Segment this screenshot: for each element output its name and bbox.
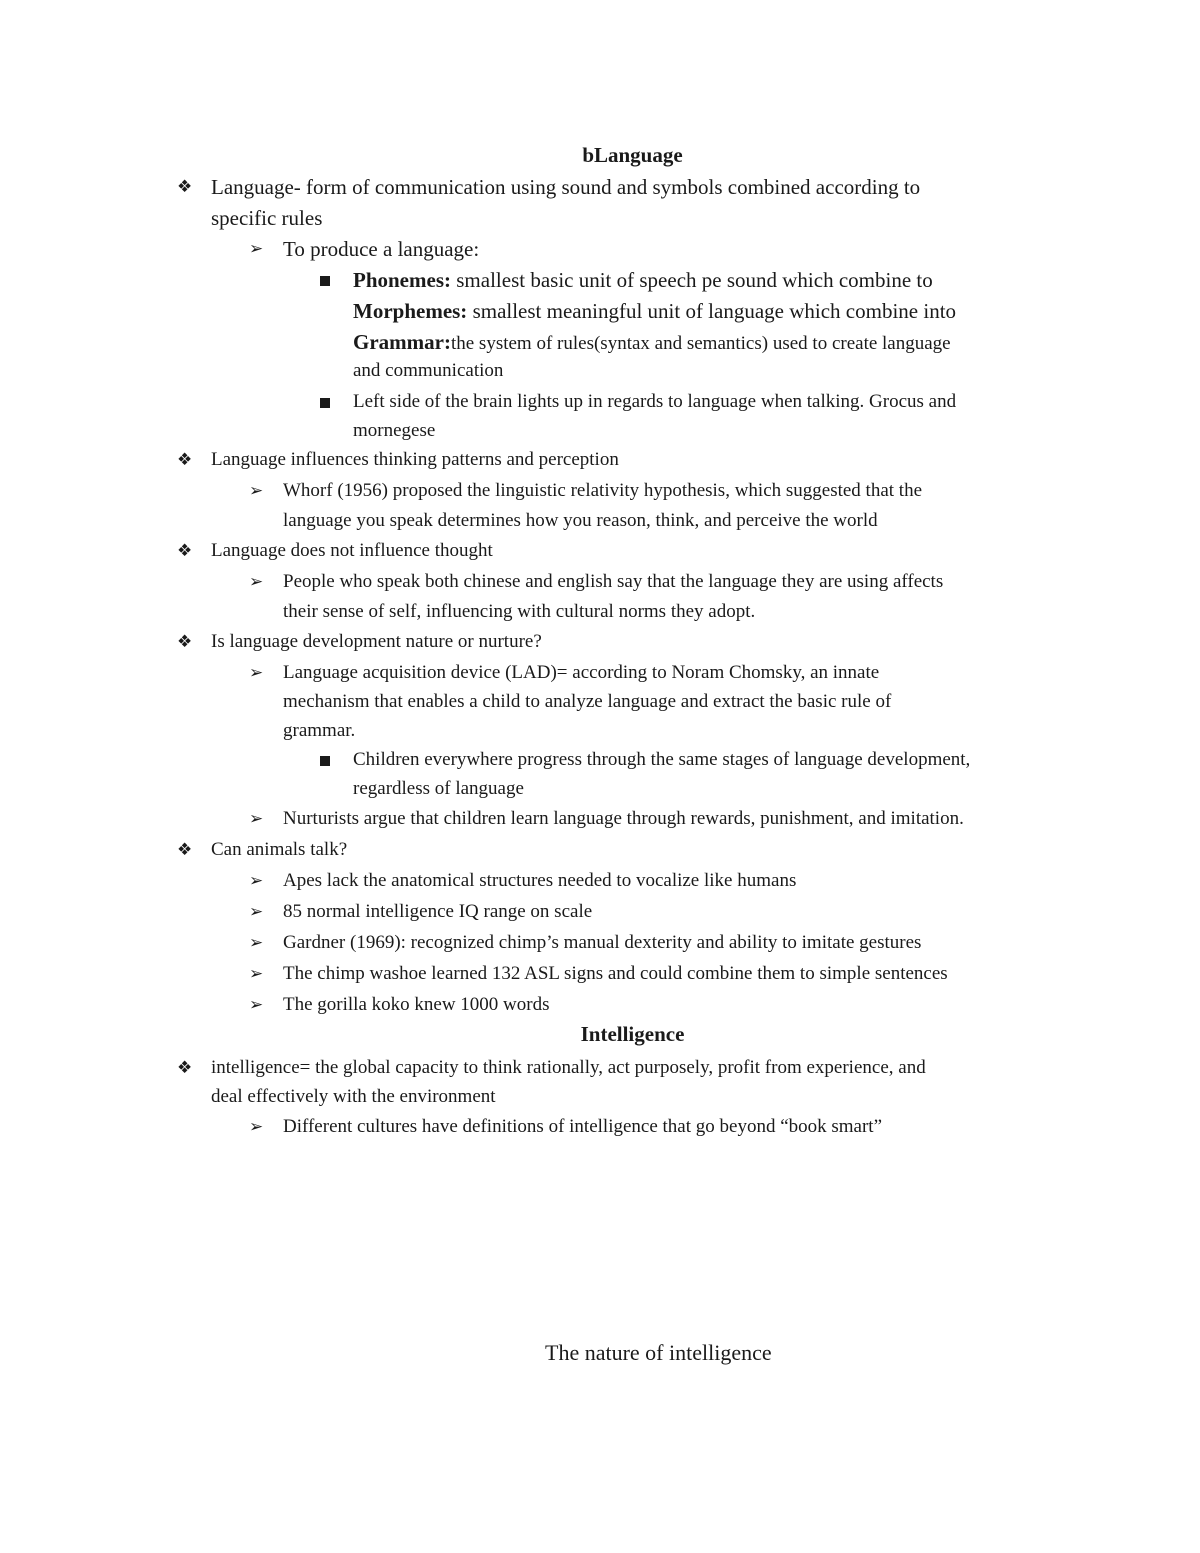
brain-item-line2: mornegese xyxy=(353,420,436,441)
phonemes-item xyxy=(353,265,933,295)
phonemes-term: Phonemes: xyxy=(353,268,451,292)
arrow-bullet-icon: ➢ xyxy=(249,871,264,890)
square-bullet-icon xyxy=(320,276,330,286)
grammar-text: the system of rules(syntax and semantics) used to create language xyxy=(450,333,951,354)
language-definition-line1: Language- form of communication using sound and symbols combined according to xyxy=(211,175,921,199)
koko-item: The gorilla koko knew 1000 words xyxy=(283,994,550,1015)
square-bullet-icon xyxy=(320,756,330,766)
washoe-item: The chimp washoe learned 132 ASL signs and could combine them to simple sentences xyxy=(283,963,948,984)
grammar-term: Grammar: xyxy=(353,330,451,354)
whorf-item-line2: language you speak determines how you reason, think, and perceive the world xyxy=(283,510,878,531)
arrow-bullet-icon: ➢ xyxy=(249,809,264,828)
grammar-continuation: and communication xyxy=(353,360,504,381)
people-item-line2: their sense of self, influencing with cultural norms they adopt. xyxy=(283,601,756,622)
diamond-bullet-icon: ❖ xyxy=(177,1058,193,1077)
produce-language-item: To produce a language: xyxy=(283,237,480,261)
diamond-bullet-icon: ❖ xyxy=(177,632,193,651)
grammar-item xyxy=(353,327,951,359)
arrow-bullet-icon: ➢ xyxy=(249,663,264,682)
language-influences-item: Language influences thinking patterns and perception xyxy=(211,449,619,470)
nature-of-intelligence-text: The nature of intelligence xyxy=(545,1340,772,1365)
arrow-bullet-icon: ➢ xyxy=(249,572,264,591)
intelligence-definition-line1: intelligence= the global capacity to think rationally, act purposely, profit from experience, and xyxy=(211,1057,926,1078)
lad-item-line1: Language acquisition device (LAD)= according to Noram Chomsky, an innate xyxy=(283,662,880,683)
gardner-item: Gardner (1969): recognized chimp’s manual dexterity and ability to imitate gestures xyxy=(283,932,922,953)
morphemes-text: smallest meaningful unit of language which combine into xyxy=(467,299,957,323)
whorf-item-line1: Whorf (1956) proposed the linguistic relativity hypothesis, which suggested that the xyxy=(283,480,923,501)
arrow-bullet-icon: ➢ xyxy=(249,481,264,500)
nurturists-item: Nurturists argue that children learn language through rewards, punishment, and imitation. xyxy=(283,808,964,829)
apes-item: Apes lack the anatomical structures needed to vocalize like humans xyxy=(283,870,797,891)
lad-item-line2: mechanism that enables a child to analyze language and extract the basic rule of xyxy=(283,691,892,712)
diamond-bullet-icon: ❖ xyxy=(177,541,193,560)
children-item-line1: Children everywhere progress through the same stages of language development, xyxy=(353,749,971,770)
arrow-bullet-icon: ➢ xyxy=(249,239,264,258)
diamond-bullet-icon: ❖ xyxy=(177,450,193,469)
arrow-bullet-icon: ➢ xyxy=(249,995,264,1014)
iq-item: 85 normal intelligence IQ range on scale xyxy=(283,901,593,922)
brain-item-line1: Left side of the brain lights up in regards to language when talking. Grocus and xyxy=(353,391,957,412)
arrow-bullet-icon: ➢ xyxy=(249,902,264,921)
morphemes-item xyxy=(353,296,956,326)
nature-nurture-item: Is language development nature or nurture? xyxy=(211,631,542,652)
people-item-line1: People who speak both chinese and english say that the language they are using affects xyxy=(283,571,944,592)
language-heading: bLanguage xyxy=(582,143,683,167)
morphemes-term: Morphemes: xyxy=(353,299,468,323)
phonemes-text: smallest basic unit of speech pe sound which combine to xyxy=(451,268,933,292)
cultures-item: Different cultures have definitions of intelligence that go beyond “book smart” xyxy=(283,1116,883,1137)
language-definition-line2: specific rules xyxy=(211,206,323,230)
arrow-bullet-icon: ➢ xyxy=(249,964,264,983)
arrow-bullet-icon: ➢ xyxy=(249,1117,264,1136)
arrow-bullet-icon: ➢ xyxy=(249,933,264,952)
lad-item-line3: grammar. xyxy=(283,720,356,741)
intelligence-definition-line2: deal effectively with the environment xyxy=(211,1086,496,1107)
diamond-bullet-icon: ❖ xyxy=(177,177,193,196)
diamond-bullet-icon: ❖ xyxy=(177,840,193,859)
intelligence-heading: Intelligence xyxy=(580,1022,685,1046)
animals-talk-item: Can animals talk? xyxy=(211,839,348,860)
language-not-influence-item: Language does not influence thought xyxy=(211,540,493,561)
square-bullet-icon xyxy=(320,398,330,408)
children-item-line2: regardless of language xyxy=(353,778,524,799)
